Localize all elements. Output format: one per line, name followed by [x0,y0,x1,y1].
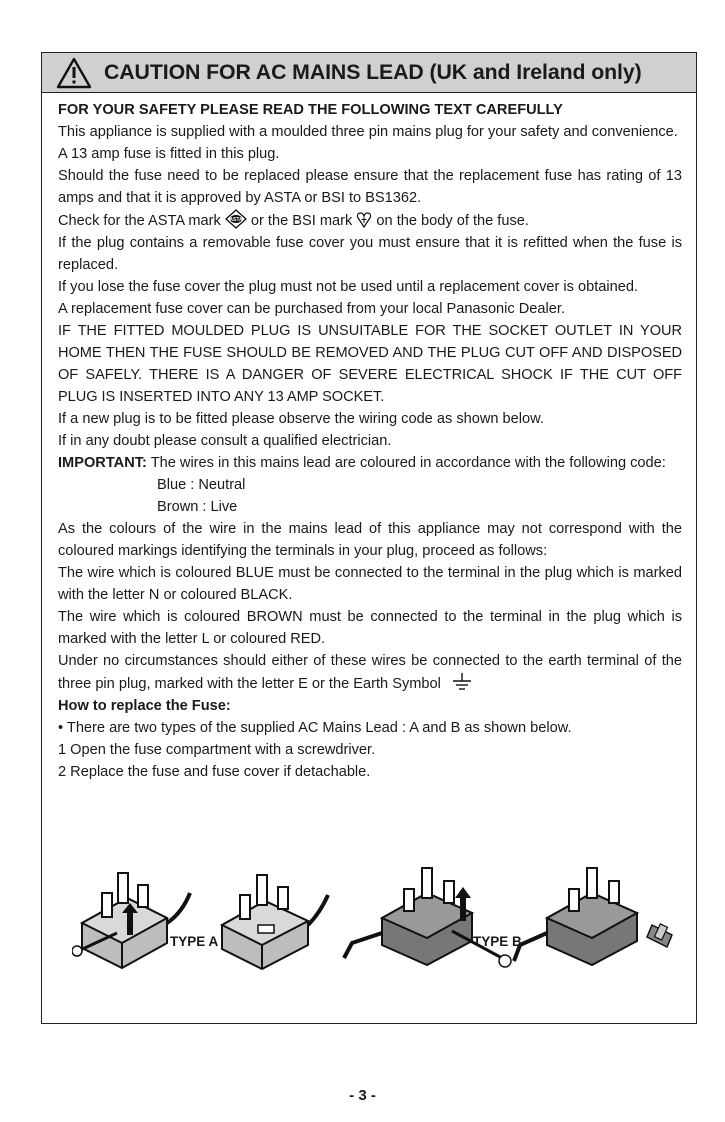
safety-lead: FOR YOUR SAFETY PLEASE READ THE FOLLOWING TEXT CAREFULLY [58,102,563,118]
paragraph: If you lose the fuse cover the plug must not be used until a replacement cover is obtained. [58,279,639,295]
caution-title: CAUTION FOR AC MAINS LEAD (UK and Ireland only) [104,60,642,84]
caution-box [41,52,697,1024]
paragraph: A replacement fuse cover can be purchased from your local Panasonic Dealer. [58,301,566,317]
wire-code-blue: Blue : Neutral [157,477,246,493]
type-a-label: TYPE A [170,934,219,949]
paragraph: If the plug contains a removable fuse cover you must ensure that it is refitted when the fuse is replaced. [58,235,682,273]
step-item: 2 Replace the fuse and fuse cover if detachable. [58,764,371,780]
important-paragraph [58,452,682,474]
paragraph: A 13 amp fuse is fitted in this plug. [58,146,280,162]
plug-type-b-fuse-removed-illustration [512,863,682,973]
earth-text: Under no circumstances should either of these wires be connected to the earth terminal of the three pin plug, marked with the letter E or the Earth Symbol [58,653,682,692]
type-b-label: TYPE B [473,934,522,949]
caution-body [42,93,696,783]
paragraph: The wire which is coloured BLUE must be connected to the terminal in the plug which is marked with the letter N or coloured BLACK. [58,565,682,603]
plug-type-b-open-illustration [342,863,512,973]
mark-check-text-c: on the body of the fuse. [376,213,529,229]
paragraph: If in any doubt please consult a qualified electrician. [58,433,392,449]
fuse-subheading: How to replace the Fuse: [58,698,231,714]
mark-check-paragraph [58,209,682,232]
earth-paragraph [58,650,682,695]
plug-type-a-open-illustration [72,863,192,973]
asta-mark-text: ASTA [229,217,243,223]
paragraph: This appliance is supplied with a moulded three pin mains plug for your safety and convenience. [58,124,678,140]
warning-caps-paragraph: IF THE FITTED MOULDED PLUG IS UNSUITABLE FOR THE SOCKET OUTLET IN YOUR HOME THEN THE FUSE SHOULD BE REMOVED AND THE PLUG CUT OFF AND DISPOSED OF SAFELY. THERE IS A DANGER OF SEVERE ELECTRICAL SHOCK IF THE CUT OFF PLUG IS INSERTED INTO ANY 13 AMP SOCKET. [58,323,682,405]
paragraph: As the colours of the wire in the mains lead of this appliance may not correspond with the coloured markings identifying the terminals in your plug, proceed as follows: [58,521,682,559]
step-item: • There are two types of the supplied AC Mains Lead : A and B as shown below. [58,720,572,736]
important-label: IMPORTANT: [58,455,147,471]
paragraph: The wire which is coloured BROWN must be connected to the terminal in the plug which is marked with the letter L or coloured RED. [58,609,682,647]
mark-check-text-a: Check for the ASTA mark [58,213,221,229]
plug-illustrations [42,863,696,993]
page-number: - 3 - [349,1087,376,1104]
earth-symbol-icon [451,672,473,692]
step-item: 1 Open the fuse compartment with a screwdriver. [58,742,376,758]
caution-header [42,53,696,93]
asta-mark-icon [225,209,247,229]
mark-check-text-b: or the BSI mark [250,213,353,229]
paragraph: Should the fuse need to be replaced please ensure that the replacement fuse has rating of 13 amps and that it is approved by ASTA or BSI to BS1362. [58,168,682,206]
wire-code-brown: Brown : Live [157,499,238,515]
warning-triangle-icon [56,57,92,89]
plug-type-a-closed-illustration [210,863,330,973]
paragraph: If a new plug is to be fitted please observe the wiring code as shown below. [58,411,544,427]
important-text: The wires in this mains lead are coloured in accordance with the following code: [150,455,666,471]
bsi-kitemark-icon [356,211,372,229]
